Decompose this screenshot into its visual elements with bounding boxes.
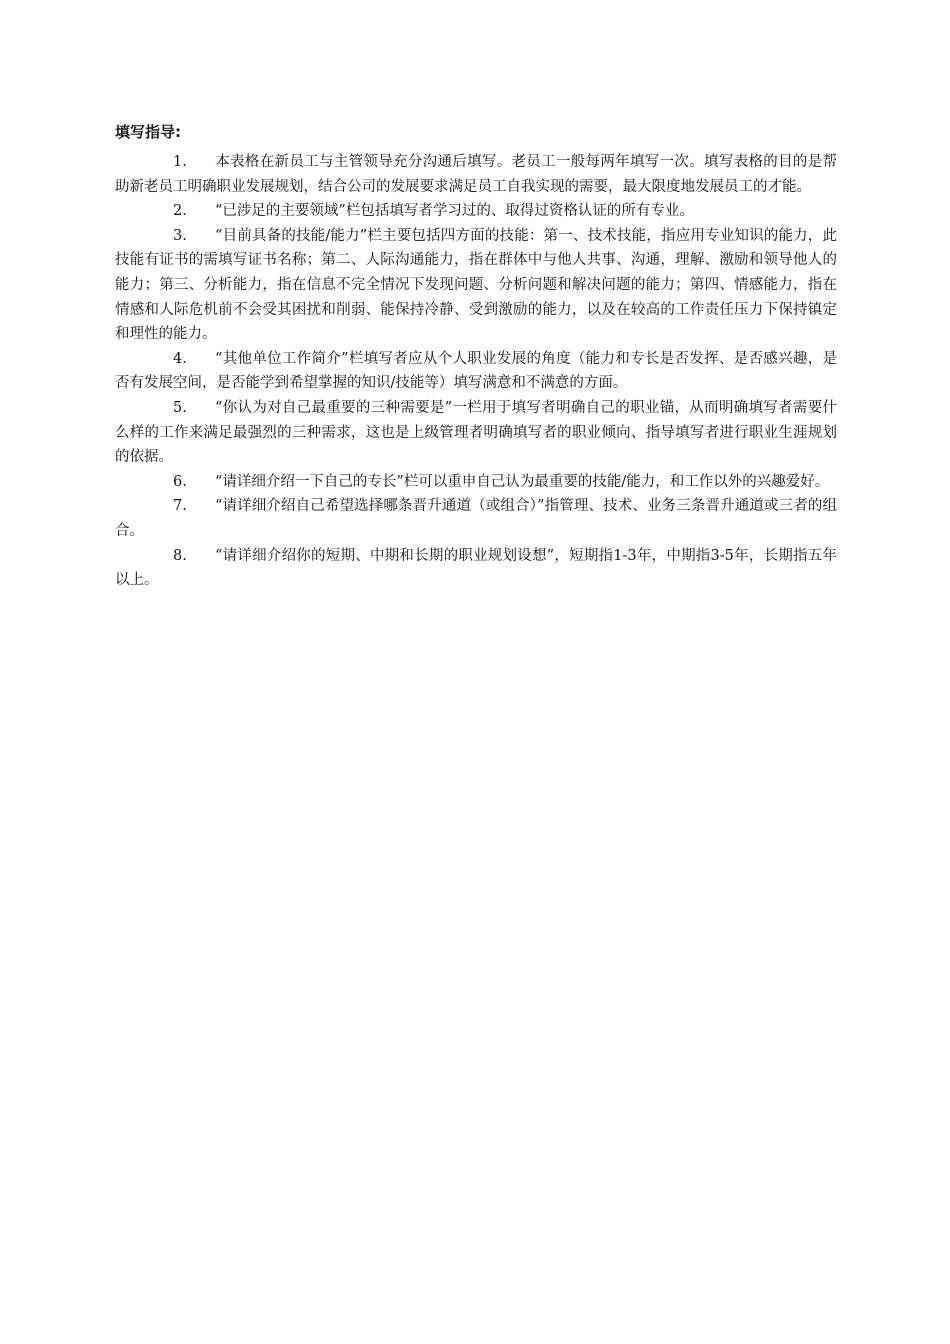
item-text: “请详细介绍自己希望选择哪条晋升通道（或组合）”指管理、技术、业务三条晋升通道或三者的组合。 [115, 498, 837, 539]
guide-item-3 [115, 224, 837, 347]
guide-item-4 [115, 347, 837, 396]
item-text: “你认为对自己最重要的三种需要是”一栏用于填写者明确自己的职业锚，从而明确填写者需要什么样的工作来满足最强烈的三种需求，这也是上级管理者明确填写者的职业倾向、指导填写者进行职业生涯规划的依据。 [115, 399, 837, 466]
item-number: 3. [173, 227, 187, 244]
item-number: 4. [173, 350, 187, 367]
guide-item-7 [115, 494, 837, 543]
item-number: 1. [173, 154, 187, 170]
item-text: “请详细介绍你的短期、中期和长期的职业规划设想”，短期指1-3年，中期指3-5年，长期指五年以上。 [115, 547, 837, 589]
item-text: “其他单位工作简介”栏填写者应从个人职业发展的角度（能力和专长是否发挥、是否感兴趣，是否有发展空间，是否能学到希望掌握的知识/技能等）填写满意和不满意的方面。 [115, 350, 837, 392]
item-number: 2. [173, 203, 187, 220]
item-number: 5. [173, 399, 187, 416]
document-page [115, 120, 837, 593]
guide-item-5 [115, 396, 837, 470]
guide-item-8 [115, 544, 837, 593]
item-number: 8. [173, 547, 187, 564]
item-text: “已涉足的主要领域”栏包括填写者学习过的、取得过资格认证的所有专业。 [215, 203, 694, 220]
item-text: “目前具备的技能/能力”栏主要包括四方面的技能：第一、技术技能，指应用专业知识的能力，此技能有证书的需填写证书名称；第二、人际沟通能力，指在群体中与他人共事、沟通，理解、激励和领导他人的能力；第三、分析能力，指在信息不完全情况下发现问题、分析问题和解决问题的能力；第四、情感能力，指在情感和人际危机前不会受其困扰和削弱、能保持冷静、受到激励的能力，以及在较高的工作责任压力下保持镇定和理性的能力。 [115, 227, 837, 343]
guide-item-6 [115, 470, 837, 495]
guide-item-2 [115, 199, 837, 224]
guide-item-1 [115, 150, 837, 199]
item-text: “请详细介绍一下自己的专长”栏可以重申自己认为最重要的技能/能力，和工作以外的兴趣爱好。 [215, 473, 830, 490]
item-number: 6. [173, 473, 187, 490]
item-number: 7. [173, 498, 187, 515]
item-text: 本表格在新员工与主管领导充分沟通后填写。老员工一般每两年填写一次。填写表格的目的是帮助新老员工明确职业发展规划，结合公司的发展要求满足员工自我实现的需要，最大限度地发展员工的才能。 [115, 154, 837, 195]
guide-heading: 填写指导: [115, 123, 181, 141]
